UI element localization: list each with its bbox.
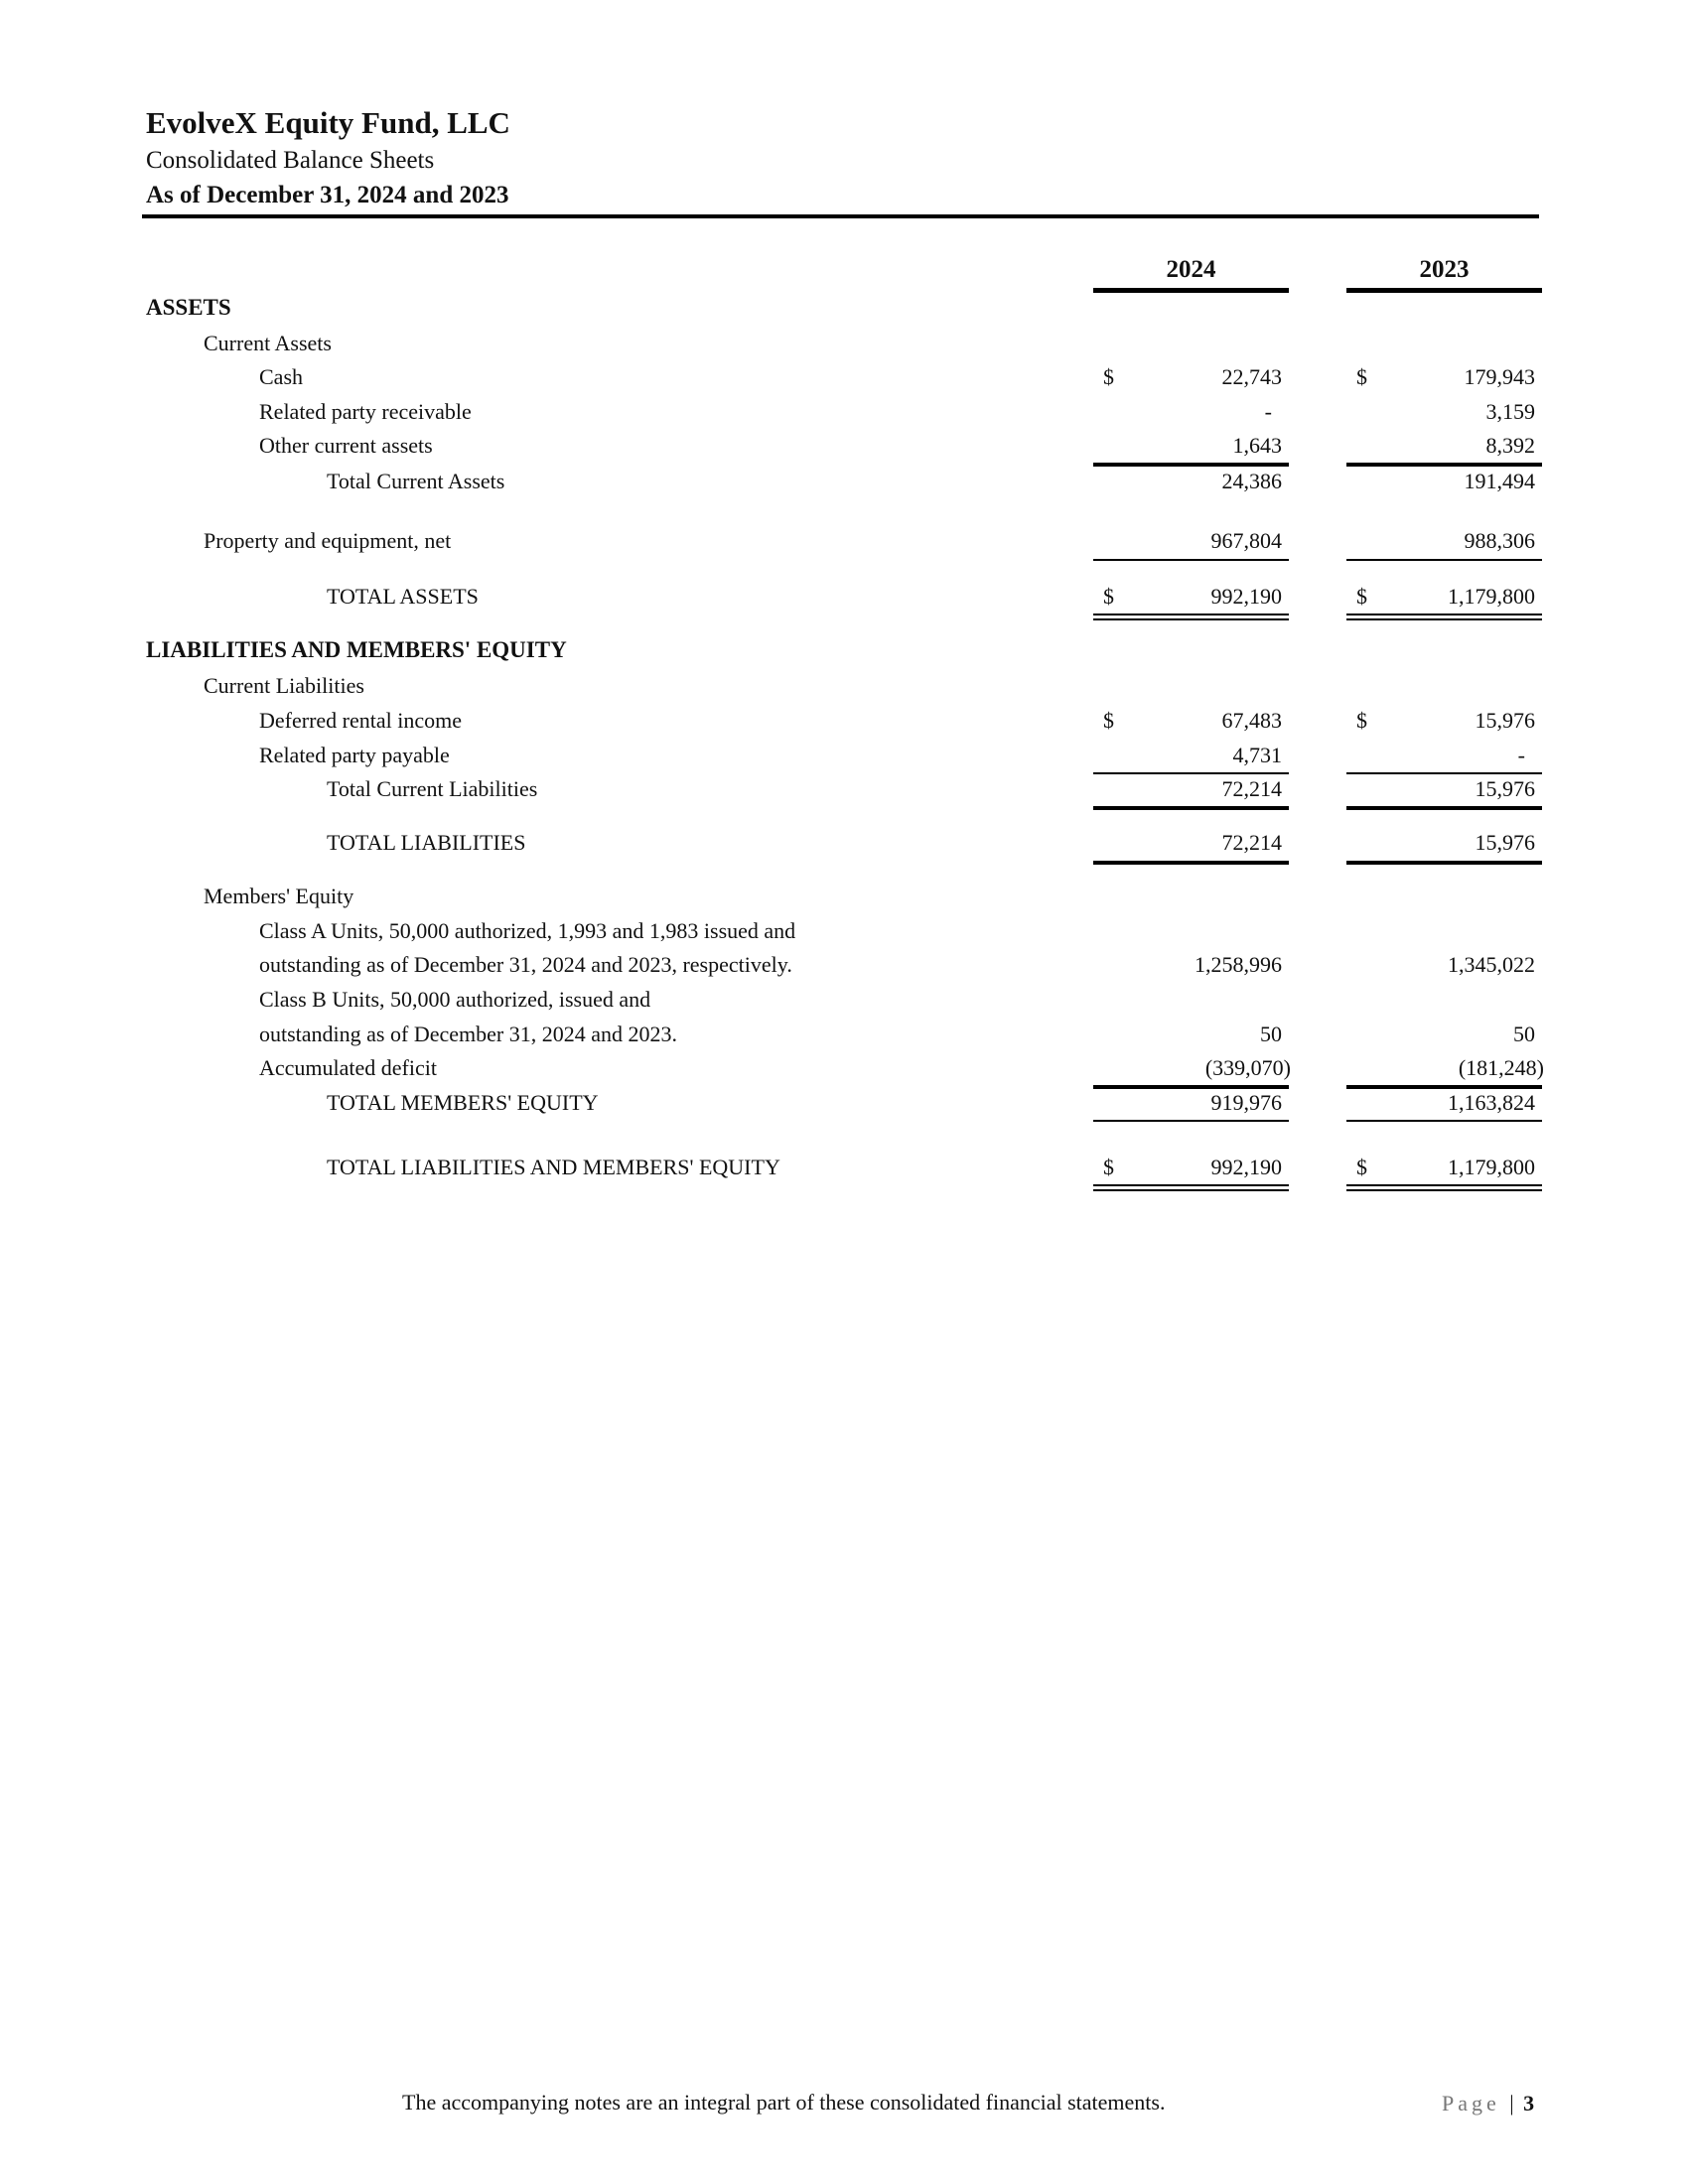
subtotal-rule: [1093, 806, 1289, 810]
total-liabilities-row: [0, 830, 1688, 864]
page-number-value: 3: [1523, 2091, 1535, 2116]
class-a-2024: 1,258,996: [1195, 952, 1282, 977]
statement-title: Consolidated Balance Sheets: [146, 147, 435, 174]
page-separator: |: [1509, 2091, 1514, 2116]
subtotal-rule: [1093, 559, 1289, 561]
deferred-rental-income-label: Deferred rental income: [259, 708, 462, 733]
cash-row: [0, 364, 1688, 398]
subtotal-rule: [1346, 1085, 1542, 1089]
total-current-assets-label: Total Current Assets: [327, 469, 505, 493]
subtotal-rule: [1093, 1085, 1289, 1089]
column-header-2023: 2023: [1419, 256, 1470, 283]
current-assets-heading: Current Assets: [204, 331, 332, 355]
currency-symbol: $: [1103, 708, 1114, 733]
double-rule: [1093, 1184, 1289, 1186]
page-number: [1442, 2091, 1534, 2116]
deferred-rental-income-row: [0, 708, 1688, 742]
total-assets-2024: 992,190: [1210, 584, 1282, 609]
property-equipment-row: [0, 528, 1688, 562]
liabilities-heading-row: [0, 637, 1688, 671]
subtotal-rule: [1346, 559, 1542, 561]
related-party-payable-label: Related party payable: [259, 743, 450, 767]
class-b-label-line2: outstanding as of December 31, 2024 and 2023.: [259, 1022, 677, 1046]
subtotal-rule: [1093, 1120, 1289, 1122]
other-current-assets-2024: 1,643: [1232, 433, 1282, 458]
currency-symbol: $: [1103, 364, 1114, 389]
class-b-2023: 50: [1513, 1022, 1535, 1046]
current-assets-heading-row: [0, 331, 1688, 364]
total-liabilities-label: TOTAL LIABILITIES: [327, 830, 526, 855]
property-equipment-label: Property and equipment, net: [204, 528, 452, 553]
currency-symbol: $: [1356, 364, 1367, 389]
class-a-label-line2: outstanding as of December 31, 2024 and 2023, respectively.: [259, 952, 792, 977]
cash-2024: 22,743: [1221, 364, 1282, 389]
subtotal-rule: [1093, 861, 1289, 865]
liabilities-heading: LIABILITIES AND MEMBERS' EQUITY: [146, 637, 567, 662]
related-party-receivable-2023: 3,159: [1485, 399, 1535, 424]
other-current-assets-label: Other current assets: [259, 433, 433, 458]
total-current-liabilities-row: [0, 776, 1688, 810]
class-a-row-line1: [0, 918, 1688, 952]
column-header-2024-rule: [1093, 288, 1289, 293]
subtotal-rule: [1346, 1120, 1542, 1122]
total-members-equity-2023: 1,163,824: [1448, 1090, 1535, 1115]
total-assets-row: [0, 584, 1688, 617]
assets-heading-row: [0, 295, 1688, 329]
currency-symbol: $: [1356, 1155, 1367, 1179]
other-current-assets-row: [0, 433, 1688, 467]
cash-2023: 179,943: [1464, 364, 1535, 389]
members-equity-heading-row: [0, 884, 1688, 917]
total-liabilities-2024: 72,214: [1221, 830, 1282, 855]
other-current-assets-2023: 8,392: [1485, 433, 1535, 458]
currency-symbol: $: [1356, 584, 1367, 609]
total-liabilities-equity-row: [0, 1155, 1688, 1188]
total-liabilities-equity-label: TOTAL LIABILITIES AND MEMBERS' EQUITY: [327, 1155, 780, 1179]
double-rule: [1346, 1189, 1542, 1191]
statement-period: As of December 31, 2024 and 2023: [146, 182, 509, 208]
related-party-receivable-label: Related party receivable: [259, 399, 472, 424]
current-liabilities-heading-row: [0, 673, 1688, 707]
total-current-assets-2023: 191,494: [1464, 469, 1535, 493]
currency-symbol: $: [1356, 708, 1367, 733]
total-members-equity-row: [0, 1090, 1688, 1124]
total-members-equity-label: TOTAL MEMBERS' EQUITY: [327, 1090, 599, 1115]
total-members-equity-2024: 919,976: [1210, 1090, 1282, 1115]
company-name: EvolveX Equity Fund, LLC: [146, 105, 510, 140]
total-current-liabilities-label: Total Current Liabilities: [327, 776, 538, 801]
total-current-assets-2024: 24,386: [1221, 469, 1282, 493]
class-b-row: [0, 1022, 1688, 1055]
currency-symbol: $: [1103, 1155, 1114, 1179]
total-current-liabilities-2024: 72,214: [1221, 776, 1282, 801]
total-assets-label: TOTAL ASSETS: [327, 584, 479, 609]
class-a-label-line1: Class A Units, 50,000 authorized, 1,993 and 1,983 issued and: [259, 918, 796, 943]
deferred-rental-income-2024: 67,483: [1221, 708, 1282, 733]
accumulated-deficit-2023: (181,248): [1458, 1055, 1544, 1080]
accumulated-deficit-row: [0, 1055, 1688, 1089]
double-rule: [1346, 1184, 1542, 1186]
subtotal-rule: [1346, 463, 1542, 467]
total-current-liabilities-2023: 15,976: [1475, 776, 1535, 801]
subtotal-rule: [1093, 463, 1289, 467]
subtotal-rule: [1346, 861, 1542, 865]
total-assets-2023: 1,179,800: [1448, 584, 1535, 609]
subtotal-rule: [1093, 772, 1289, 774]
class-a-2023: 1,345,022: [1448, 952, 1535, 977]
related-party-receivable-2024: -: [1264, 399, 1272, 424]
property-equipment-2024: 967,804: [1210, 528, 1282, 553]
total-liabilities-equity-2024: 992,190: [1210, 1155, 1282, 1179]
assets-heading: ASSETS: [146, 295, 231, 320]
header-divider: [142, 214, 1539, 218]
related-party-receivable-row: [0, 399, 1688, 433]
total-current-assets-row: [0, 469, 1688, 502]
current-liabilities-heading: Current Liabilities: [204, 673, 364, 698]
related-party-payable-row: [0, 743, 1688, 776]
class-b-label-line1: Class B Units, 50,000 authorized, issued and: [259, 987, 651, 1012]
accumulated-deficit-label: Accumulated deficit: [259, 1055, 437, 1080]
page-word: Page: [1442, 2091, 1500, 2116]
related-party-payable-2023: -: [1517, 743, 1525, 767]
class-a-row: [0, 952, 1688, 986]
property-equipment-2023: 988,306: [1464, 528, 1535, 553]
subtotal-rule: [1346, 806, 1542, 810]
cash-label: Cash: [259, 364, 303, 389]
double-rule: [1093, 1189, 1289, 1191]
column-header-2023-rule: [1346, 288, 1542, 293]
class-b-2024: 50: [1260, 1022, 1282, 1046]
accumulated-deficit-2024: (339,070): [1204, 1055, 1291, 1080]
double-rule: [1346, 614, 1542, 615]
currency-symbol: $: [1103, 584, 1114, 609]
double-rule: [1093, 618, 1289, 620]
class-b-row-line1: [0, 987, 1688, 1021]
double-rule: [1093, 614, 1289, 615]
column-header-2024: 2024: [1166, 256, 1216, 283]
deferred-rental-income-2023: 15,976: [1475, 708, 1535, 733]
double-rule: [1346, 618, 1542, 620]
total-liabilities-2023: 15,976: [1475, 830, 1535, 855]
related-party-payable-2024: 4,731: [1232, 743, 1282, 767]
total-liabilities-equity-2023: 1,179,800: [1448, 1155, 1535, 1179]
subtotal-rule: [1346, 772, 1542, 774]
footer-note: The accompanying notes are an integral part of these consolidated financial statements.: [402, 2090, 1166, 2115]
members-equity-heading: Members' Equity: [204, 884, 354, 908]
